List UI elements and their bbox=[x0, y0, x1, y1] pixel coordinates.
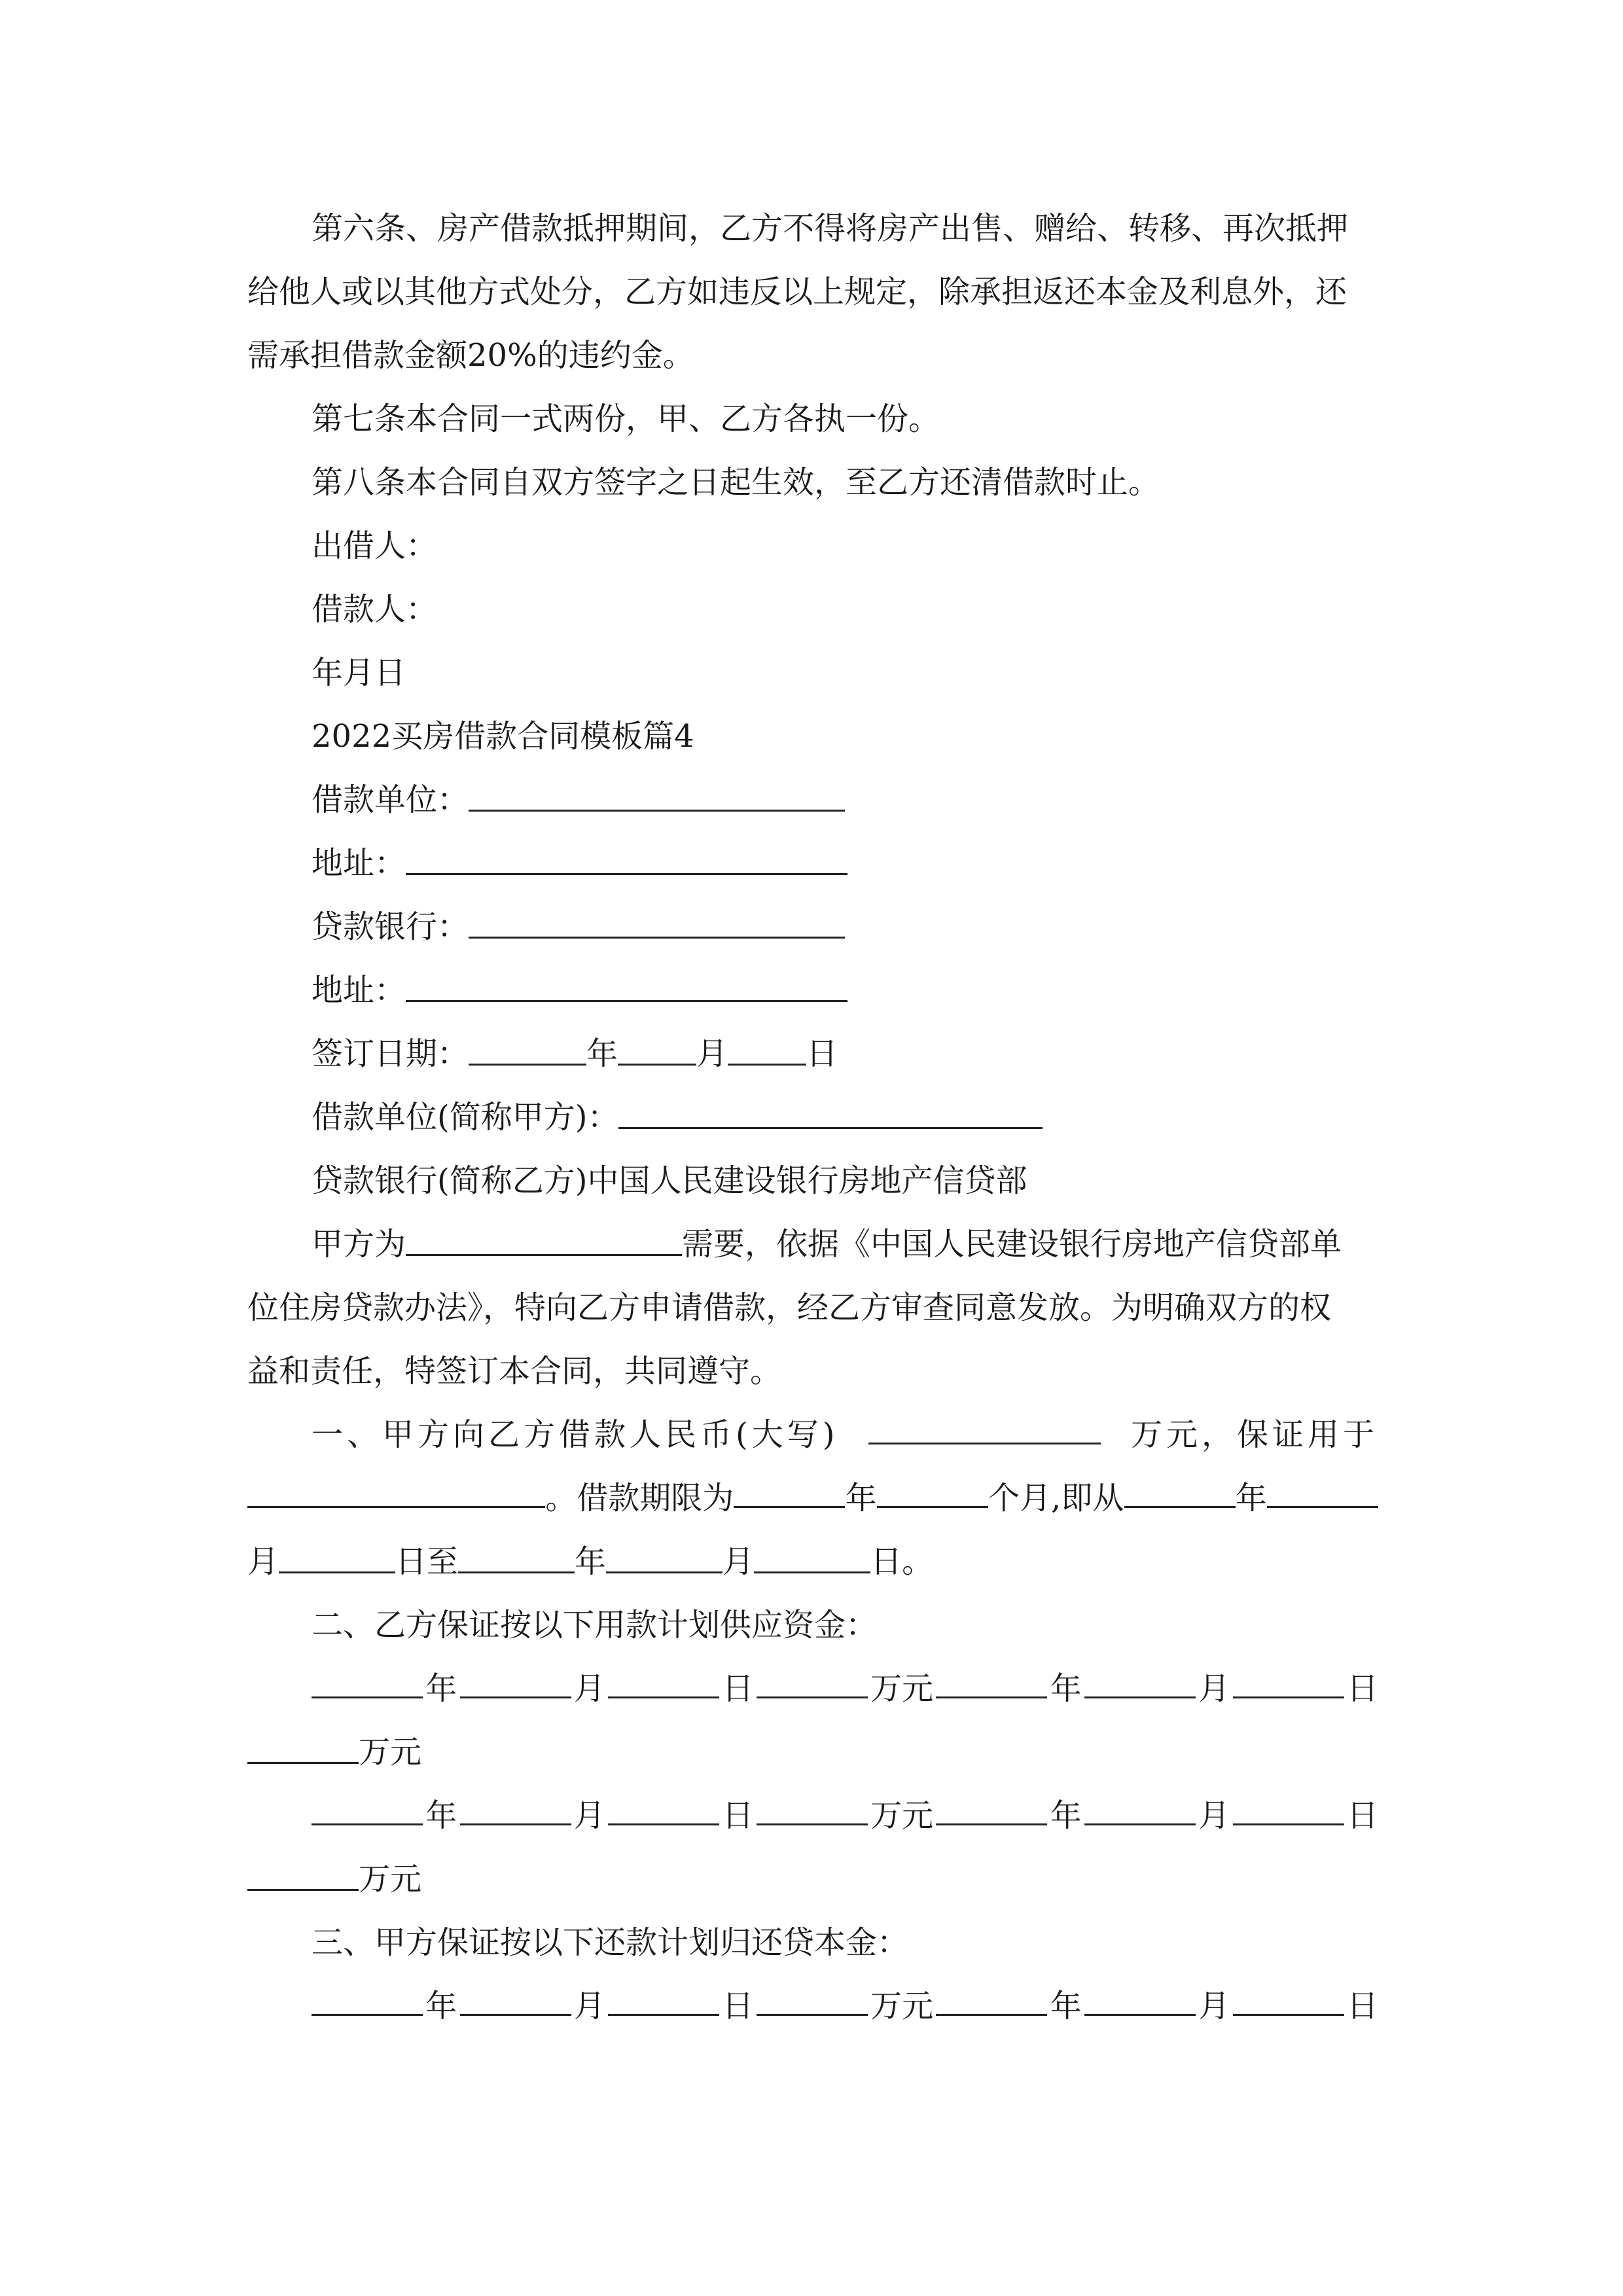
unit-text: 年 bbox=[1050, 1988, 1082, 2024]
unit-text: 万元 bbox=[870, 1797, 934, 1834]
fill-blank bbox=[608, 1980, 719, 2016]
unit-text: 日 bbox=[722, 1988, 754, 2024]
intro-line-2: 位住房贷款办法》，特向乙方申请借款，经乙方审查同意发放。为明确双方的权 bbox=[247, 1289, 1332, 1326]
intro-line-3: 益和责任，特签订本合同，共同遵守。 bbox=[247, 1353, 782, 1390]
fill-blank bbox=[247, 1728, 359, 1764]
unit-text: 年 bbox=[575, 1543, 607, 1580]
fill-blank bbox=[936, 1789, 1047, 1825]
fill-blank bbox=[1084, 1980, 1196, 2016]
unit-text: 年 bbox=[425, 1797, 457, 1834]
fill-blank bbox=[618, 1093, 1043, 1129]
form-sign-date bbox=[312, 1028, 1378, 1080]
fill-blank bbox=[1084, 1662, 1196, 1698]
intro-text: 需要，依据《中国人民建设银行房地产信贷部单 bbox=[682, 1226, 1342, 1263]
form-label: 贷款银行： bbox=[312, 908, 469, 945]
form-party-b: 贷款银行(简称乙方)中国人民建设银行房地产信贷部 bbox=[312, 1162, 1027, 1199]
unit-text: 月 bbox=[573, 1797, 605, 1834]
fill-blank bbox=[460, 1662, 571, 1698]
fill-blank bbox=[406, 966, 847, 1002]
repayment-row-1 bbox=[312, 1980, 1378, 2032]
clause-7: 第七条本合同一式两份，甲、乙方各执一份。 bbox=[312, 401, 940, 437]
fill-blank bbox=[458, 1537, 575, 1573]
unit-text: 年 bbox=[586, 1035, 618, 1072]
unit-text: 月 bbox=[573, 1988, 605, 2024]
unit-text: 万元 bbox=[870, 1988, 934, 2024]
fill-blank bbox=[877, 1472, 988, 1508]
fill-blank bbox=[247, 1855, 359, 1891]
unit-text: 月 bbox=[573, 1670, 605, 1707]
fill-blank bbox=[406, 1220, 682, 1256]
fill-blank bbox=[618, 1030, 696, 1066]
unit-text: 日 bbox=[806, 1035, 838, 1072]
fill-blank bbox=[757, 1980, 868, 2016]
clause-6-line-3: 需承担借款金额20%的违约金。 bbox=[247, 337, 694, 374]
unit-text: 日 bbox=[1346, 1988, 1378, 2024]
fill-blank bbox=[1124, 1472, 1236, 1508]
fill-blank bbox=[460, 1789, 571, 1825]
clause-1-line-1 bbox=[312, 1408, 1378, 1461]
unit-text: 月 bbox=[1198, 1670, 1230, 1707]
funding-row-2-cont bbox=[247, 1853, 1378, 1905]
fill-blank bbox=[1233, 1980, 1344, 2016]
form-label: 地址： bbox=[312, 845, 406, 882]
fill-blank bbox=[728, 1030, 806, 1066]
clause-text: 万元，保证用于 bbox=[1130, 1416, 1378, 1453]
fill-blank bbox=[606, 1537, 722, 1573]
fill-blank bbox=[312, 1662, 423, 1698]
unit-text: 月 bbox=[696, 1035, 728, 1072]
fill-blank bbox=[279, 1537, 395, 1573]
clause-text: 日至 bbox=[395, 1543, 459, 1580]
fill-blank bbox=[469, 1030, 586, 1066]
fill-blank bbox=[936, 1980, 1047, 2016]
unit-text: 年 bbox=[425, 1670, 457, 1707]
unit-text: 月 bbox=[1198, 1988, 1230, 2024]
form-label: 签订日期： bbox=[312, 1035, 469, 1072]
form-lending-bank bbox=[312, 901, 1378, 953]
clause-text: 个月,即从 bbox=[988, 1480, 1124, 1516]
date-line: 年月日 bbox=[312, 655, 406, 691]
fill-blank bbox=[1084, 1789, 1196, 1825]
clause-text: 日。 bbox=[870, 1543, 934, 1580]
borrower-label: 借款人： bbox=[312, 591, 438, 628]
form-address-1 bbox=[312, 837, 1378, 889]
unit-text: 万元 bbox=[870, 1670, 934, 1707]
clause-2: 二、乙方保证按以下用款计划供应资金： bbox=[312, 1607, 878, 1643]
clause-6-line-2: 给他人或以其他方式处分，乙方如违反以上规定，除承担返还本金及利息外，还 bbox=[247, 274, 1347, 310]
fill-blank bbox=[1233, 1662, 1344, 1698]
fill-blank bbox=[312, 1980, 423, 2016]
lender-label: 出借人： bbox=[312, 528, 438, 564]
unit-text: 日 bbox=[1346, 1797, 1378, 1834]
fill-blank bbox=[608, 1789, 719, 1825]
unit-text: 年 bbox=[1050, 1670, 1082, 1707]
fill-blank bbox=[757, 1662, 868, 1698]
clause-text: 。借款期限为 bbox=[545, 1480, 734, 1516]
clause-1-line-3 bbox=[247, 1535, 1378, 1588]
unit-text: 万元 bbox=[359, 1734, 422, 1770]
unit-text: 月 bbox=[1198, 1797, 1230, 1834]
unit-text: 年 bbox=[425, 1988, 457, 2024]
intro-line-1 bbox=[312, 1218, 1378, 1270]
unit-text: 月 bbox=[247, 1543, 279, 1580]
fill-blank bbox=[734, 1472, 845, 1508]
fill-blank bbox=[757, 1789, 868, 1825]
form-party-a bbox=[312, 1091, 1378, 1143]
funding-row-2 bbox=[312, 1789, 1378, 1842]
clause-text: 一、甲方向乙方借款人民币(大写) bbox=[312, 1416, 839, 1453]
clause-1-line-2 bbox=[247, 1472, 1378, 1524]
unit-text: 年 bbox=[845, 1480, 877, 1516]
section-title: 2022买房借款合同模板篇4 bbox=[312, 718, 694, 755]
form-address-2 bbox=[312, 964, 1378, 1016]
unit-text: 年 bbox=[1235, 1480, 1267, 1516]
unit-text: 万元 bbox=[359, 1861, 422, 1897]
fill-blank bbox=[469, 903, 845, 939]
fill-blank bbox=[1267, 1472, 1378, 1508]
fill-blank bbox=[312, 1789, 423, 1825]
clause-6-line-1: 第六条、房产借款抵押期间，乙方不得将房产出售、赠给、转移、再次抵押 bbox=[312, 210, 1349, 247]
unit-text: 年 bbox=[1050, 1797, 1082, 1834]
funding-row-1 bbox=[312, 1662, 1378, 1715]
form-label: 借款单位： bbox=[312, 781, 469, 818]
fill-blank bbox=[868, 1408, 1101, 1444]
fill-blank bbox=[469, 776, 845, 812]
intro-text: 甲方为 bbox=[312, 1226, 406, 1263]
form-label: 借款单位(简称甲方)： bbox=[312, 1099, 619, 1136]
clause-3: 三、甲方保证按以下还款计划归还贷本金： bbox=[312, 1924, 909, 1961]
fill-blank bbox=[754, 1537, 870, 1573]
unit-text: 日 bbox=[722, 1797, 754, 1834]
unit-text: 日 bbox=[722, 1670, 754, 1707]
fill-blank bbox=[936, 1662, 1047, 1698]
fill-blank bbox=[1233, 1789, 1344, 1825]
fill-blank bbox=[608, 1662, 719, 1698]
unit-text: 日 bbox=[1346, 1670, 1378, 1707]
funding-row-1-cont bbox=[247, 1726, 1378, 1778]
unit-text: 月 bbox=[722, 1543, 755, 1580]
fill-blank bbox=[247, 1472, 545, 1508]
clause-8: 第八条本合同自双方签字之日起生效，至乙方还清借款时止。 bbox=[312, 464, 1160, 501]
fill-blank bbox=[460, 1980, 571, 2016]
form-label: 地址： bbox=[312, 972, 406, 1009]
fill-blank bbox=[406, 839, 847, 875]
form-borrowing-unit bbox=[312, 774, 1378, 826]
